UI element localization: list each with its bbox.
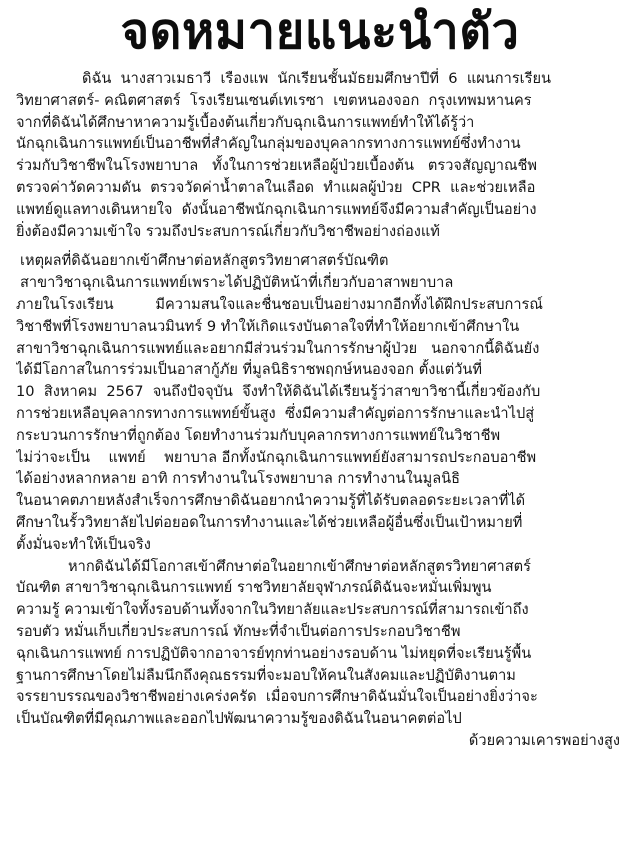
text-line: สาขาวิชาฉุกเฉินการแพทย์และอยากมีส่วนร่วมในการรักษาผู้ป่วย นอกจากนี้ดิฉันยัง: [16, 339, 540, 357]
text-line: ตั้งมั่นจะทำให้เป็นจริง: [16, 535, 151, 553]
text-line: ภายในโรงเรียน มีความสนใจและชื่นชอบเป็นอย่างมากอีกทั้งได้ฝึกประสบการณ์: [16, 295, 543, 313]
text-line: ได้อย่างหลากหลาย อาทิ การทำงานในโรงพยาบาล การทำงานในมูลนิธิ: [16, 470, 461, 488]
text-line: จรรยาบรรณของวิชาชีพอย่างเคร่งครัด เมื่อจบการศึกษาดิฉันมั่นใจเป็นอย่างยิ่งว่าจะ: [16, 688, 538, 706]
text-line: ฐานการศึกษาโดยไม่ลืมนึกถึงคุณธรรมที่จะมอบให้คนในสังคมและปฏิบัติงานตาม: [16, 666, 516, 684]
text-line: สาขาวิชาฉุกเฉินการแพทย์เพราะได้ปฏิบัติหน้าที่เกี่ยวกับอาสาพยาบาล: [20, 274, 454, 292]
text-line: นักฉุกเฉินการแพทย์เป็นอาชีพที่สำคัญในกลุ่มของบุคลากรทางการแพทย์ซึ่งทำงาน: [16, 135, 521, 153]
text-line: กระบวนการรักษาที่ถูกต้อง โดยทำงานร่วมกับบุคลากรทางการแพทย์ในวิชาชีพ: [16, 426, 501, 444]
text-line: การช่วยเหลือบุคลากรทางการแพทย์ขั้นสูง ซึ่งมีความสำคัญต่อการรักษาและนำไปสู่: [16, 404, 535, 422]
letter-title: จดหมายแนะนำตัว: [120, 3, 520, 60]
text-line: เหตุผลที่ดิฉันอยากเข้าศึกษาต่อหลักสูตรวิทยาศาสตร์บัณฑิต: [20, 252, 389, 270]
text-line: บัณฑิต สาขาวิชาฉุกเฉินการแพทย์ ราชวิทยาลัยจุฬาภรณ์ดิฉันจะหมั่นเพิ่มพูน: [16, 579, 492, 597]
text-line: ยิ่งต้องมีความเข้าใจ รวมถึงประสบการณ์เกี่ยวกับวิชาชีพอย่างถ่องแท้: [16, 222, 440, 240]
text-line: รอบตัว หมั่นเก็บเกี่ยวประสบการณ์ ทักษะที่จำเป็นต่อการประกอบวิชาชีพ: [16, 622, 461, 640]
letter-body: [16, 68, 624, 752]
text-line: ไม่ว่าจะเป็น แพทย์ พยาบาล อีกทั้งนักฉุกเฉินการแพทย์ยังสามารถประกอบอาชีพ: [16, 448, 537, 466]
paragraph-reasons: [16, 250, 624, 555]
text-line: ในอนาคตภายหลังสำเร็จการศึกษาดิฉันอยากนำความรู้ที่ได้รับตลอดระยะเวลาที่ได้: [16, 492, 526, 510]
text-line: ดิฉัน นางสาวเมธาวี เรืองแพ นักเรียนชั้นมัธยมศึกษาปีที่ 6 แผนการเรียน: [82, 70, 552, 87]
text-line: เป็นบัณฑิตที่มีคุณภาพและออกไปพัฒนาความรู้ของดิฉันในอนาคตต่อไป: [16, 710, 462, 728]
paragraph-goals: [16, 556, 624, 730]
text-line: 10 สิงหาคม 2567 จนถึงปัจจุบัน จึงทำให้ดิฉันได้เรียนรู้ว่าสาขาวิชานี้เกี่ยวข้องกับ: [16, 383, 541, 401]
closing-salutation: ด้วยความเคารพอย่างสูง: [468, 731, 620, 749]
text-line: จากที่ดิฉันได้ศึกษาหาความรู้เบื้องต้นเกี่ยวกับฉุกเฉินการแพทย์ทำให้ได้รู้ว่า: [16, 113, 475, 131]
text-line: หากดิฉันได้มีโอกาสเข้าศึกษาต่อในอยากเข้าศึกษาต่อหลักสูตรวิทยาศาสตร์: [68, 557, 531, 575]
text-line: วิชาชีพที่โรงพยาบาลนวมินทร์ 9 ทำให้เกิดแรงบันดาลใจที่ทำให้อยากเข้าศึกษาใน: [16, 317, 520, 335]
text-line: ร่วมกับวิชาชีพในโรงพยาบาล ทั้งในการช่วยเหลือผู้ป่วยเบื้องต้น ตรวจสัญญาณชีพ: [16, 157, 538, 175]
paragraph-introduction: [16, 68, 624, 242]
text-line: แพทย์ดูแลทางเดินหายใจ ดังนั้นอาชีพนักฉุกเฉินการแพทย์จึงมีความสำคัญเป็นอย่าง: [16, 200, 537, 218]
text-line: ได้มีโอกาสในการร่วมเป็นอาสากู้ภัย ที่มูลนิธิราชพฤกษ์หนองจอก ตั้งแต่วันที่: [16, 361, 483, 379]
text-line: วิทยาศาสตร์- คณิตศาสตร์ โรงเรียนเซนต์เทเรซา เขตหนองจอก กรุงเทพมหานคร: [16, 91, 532, 109]
text-line: ตรวจค่าวัดความดัน ตรวจวัดค่าน้ำตาลในเลือด ทำแผลผู้ป่วย CPR และช่วยเหลือ: [16, 178, 536, 196]
text-line: ฉุกเฉินการแพทย์ การปฏิบัติจากอาจารย์ทุกท่านอย่างรอบด้าน ไม่หยุดที่จะเรียนรู้พื้น: [16, 644, 532, 662]
text-line: ศึกษาในรั้ววิทยาลัยไปต่อยอดในการทำงานและได้ช่วยเหลือผู้อื่นซึ่งเป็นเป้าหมายที่: [16, 513, 523, 531]
text-line: ความรู้ ความเข้าใจทั้งรอบด้านทั้งจากในวิทยาลัยและประสบการณ์ที่สามารถเข้าถึง: [16, 601, 529, 619]
